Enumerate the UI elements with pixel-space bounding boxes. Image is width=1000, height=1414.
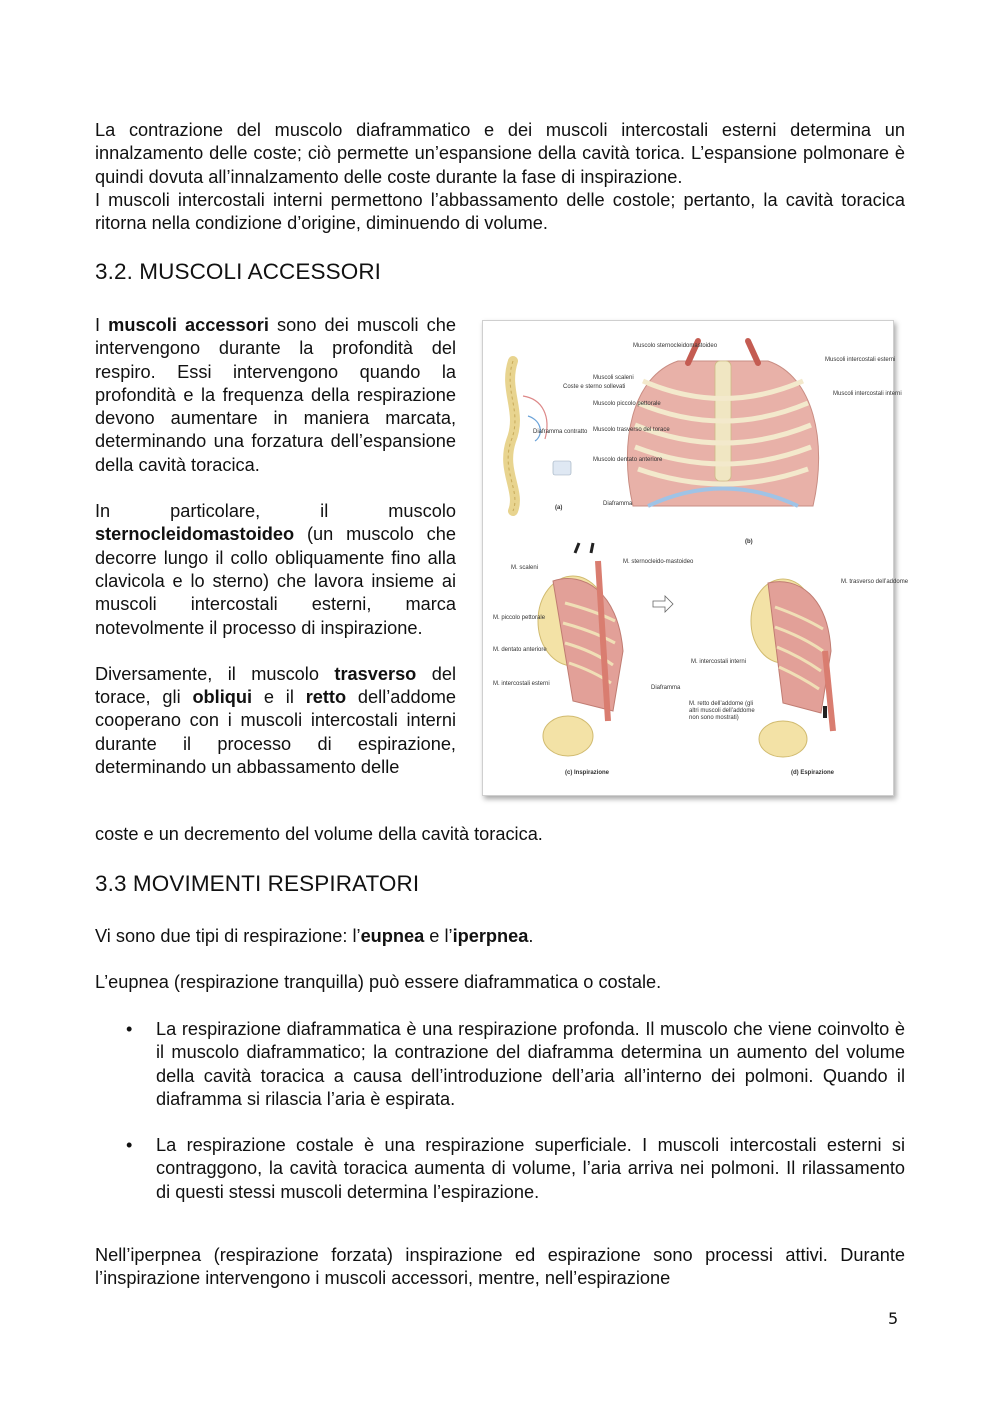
intro-block xyxy=(95,119,905,235)
label-a-diaframma: Diaframma contratto xyxy=(533,429,588,435)
bullet-icon: • xyxy=(126,1135,133,1156)
label-b-trasverso: Muscolo trasverso del torace xyxy=(593,427,670,433)
page-number: 5 xyxy=(888,1309,899,1328)
label-b-sternocleidomastoideo: Muscolo sternocleidomastoideo xyxy=(633,343,718,349)
term-eupnea: eupnea xyxy=(360,926,425,946)
bullet-icon: • xyxy=(126,1019,133,1039)
label-c-dentato: M. dentato anteriore xyxy=(493,647,547,653)
label-panel-c: (c) Inspirazione xyxy=(565,770,610,776)
intro-paragraph-2: I muscoli intercostali interni permettono l’abbassamento delle costole; pertanto, la cavità toracica ritorna nella condizione d’origine, diminuendo di volume. xyxy=(95,189,905,234)
list-item xyxy=(95,1134,905,1204)
label-c-diaframma: Diaframma xyxy=(651,685,681,691)
anatomy-illustration xyxy=(483,321,909,795)
accessori-paragraph-3: Diversamente, il muscolo trasverso del torace, gli obliqui e il retto dell’addome cooperano con i muscoli intercostali interni durante il processo di espirazione, determinando un abbassamento delle xyxy=(95,663,457,778)
label-c-sternocleidomastoideo: M. sternocleido-mastoideo xyxy=(623,559,694,565)
label-d-retto-addome: M. retto dell’addome (gli altri muscoli dell’addome non sono mostrati) xyxy=(689,701,755,721)
label-c-intercostali-esterni: M. intercostali esterni xyxy=(493,681,550,687)
term-muscoli-accessori: muscoli accessori xyxy=(108,315,269,335)
panel-c-inspiration xyxy=(538,543,673,756)
accessori-paragraph-1: I muscoli accessori sono dei muscoli che intervengono durante la profondità del respiro. Essi intervengono quando la profondità e la frequenza della respirazione devono aumentare in maniera marcata, determinando una forzatura dell’espansione della cavità toracica. xyxy=(95,315,456,475)
accessori-paragraph-3-tail: coste e un decremento del volume della cavità toracica. xyxy=(95,824,543,844)
section-heading-movimenti-respiratori: 3.3 MOVIMENTI RESPIRATORI xyxy=(95,871,420,896)
accessori-paragraph-2: In particolare, il muscolo sternocleidomastoideo (un muscolo che decorre lungo il collo obliquamente fino alla clavicola e lo sterno) che lavora insieme ai muscoli intercostali esterni, marca notevolmente il processo di inspirazione. xyxy=(95,501,456,638)
accessori-text-column xyxy=(95,314,456,779)
label-b-piccolo-pettorale: Muscolo piccolo pettorale xyxy=(593,401,661,407)
label-b-diaframma: Diaframma xyxy=(603,501,633,507)
label-c-piccolo-pettorale: M. piccolo pettorale xyxy=(493,615,546,621)
label-b-scaleni: Muscoli scaleni xyxy=(593,375,634,381)
intro-paragraph-1: La contrazione del muscolo diaframmatico e dei muscoli intercostali esterni determina un innalzamento delle coste; ciò permette un’espansione della cavità torica. L’espansione polmonare è quindi dovuta all’innalzamento delle coste durante la fase di inspirazione. xyxy=(95,120,905,187)
term-trasverso: trasverso xyxy=(334,663,417,684)
label-d-intercostali-interni: M. intercostali interni xyxy=(691,659,747,665)
respiratory-muscles-figure xyxy=(482,320,909,796)
label-a-coste: Coste e sterno sollevati xyxy=(563,384,626,390)
bullet-text-costale: La respirazione costale è una respirazione superficiale. I muscoli intercostali esterni si contraggono, la cavità toracica aumenta di volume, l’aria arriva nei polmoni. Il rilassamento di questi stessi muscoli determina l’espirazione. xyxy=(156,1135,905,1202)
list-item xyxy=(95,1018,905,1111)
label-b-dentato: Muscolo dentato anteriore xyxy=(593,457,663,463)
respiration-types-paragraph: Vi sono due tipi di respirazione: l’eupnea e l’iperpnea. xyxy=(95,926,534,946)
label-c-scaleni: M. scaleni xyxy=(511,565,539,571)
term-iperpnea: iperpnea xyxy=(452,926,529,946)
term-retto: retto xyxy=(305,687,347,708)
term-sternocleidomastoideo: sternocleidomastoideo xyxy=(95,524,295,545)
panel-b-ribcage xyxy=(627,341,818,506)
label-panel-a: (a) xyxy=(555,505,563,511)
label-d-retto-container xyxy=(689,701,763,751)
iperpnea-paragraph: Nell’iperpnea (respirazione forzata) inspirazione ed espirazione sono processi attivi. Durante l’inspirazione intervengono i muscoli accessori, mentre, nell’espirazione xyxy=(95,1245,905,1289)
panel-d-expiration xyxy=(751,579,833,757)
eupnea-bullet-list xyxy=(95,1018,905,1204)
section-heading-muscoli-accessori: 3.2. MUSCOLI ACCESSORI xyxy=(95,259,382,284)
label-panel-b: (b) xyxy=(745,539,753,545)
label-d-trasverso-addome: M. trasverso dell’addome xyxy=(841,579,909,585)
label-b-intercostali-interni: Muscoli intercostali interni xyxy=(833,391,902,397)
label-panel-d: (d) Espirazione xyxy=(791,770,835,776)
panel-a-spine xyxy=(508,361,571,511)
label-b-intercostali-esterni: Muscoli intercostali esterni xyxy=(825,357,896,363)
bullet-text-diaframmatica: La respirazione diaframmatica è una respirazione profonda. Il muscolo che viene coinvolto è il muscolo diaframmatico; la contrazione del diaframma determina un aumento del volume della cavità toracica a causa dell’introduzione dell’aria all’interno dei polmoni. Quando il diaframma si rilascia l’aria è espirata. xyxy=(156,1019,905,1109)
eupnea-paragraph: L’eupnea (respirazione tranquilla) può essere diaframmatica o costale. xyxy=(95,972,662,992)
term-obliqui: obliqui xyxy=(192,687,253,708)
